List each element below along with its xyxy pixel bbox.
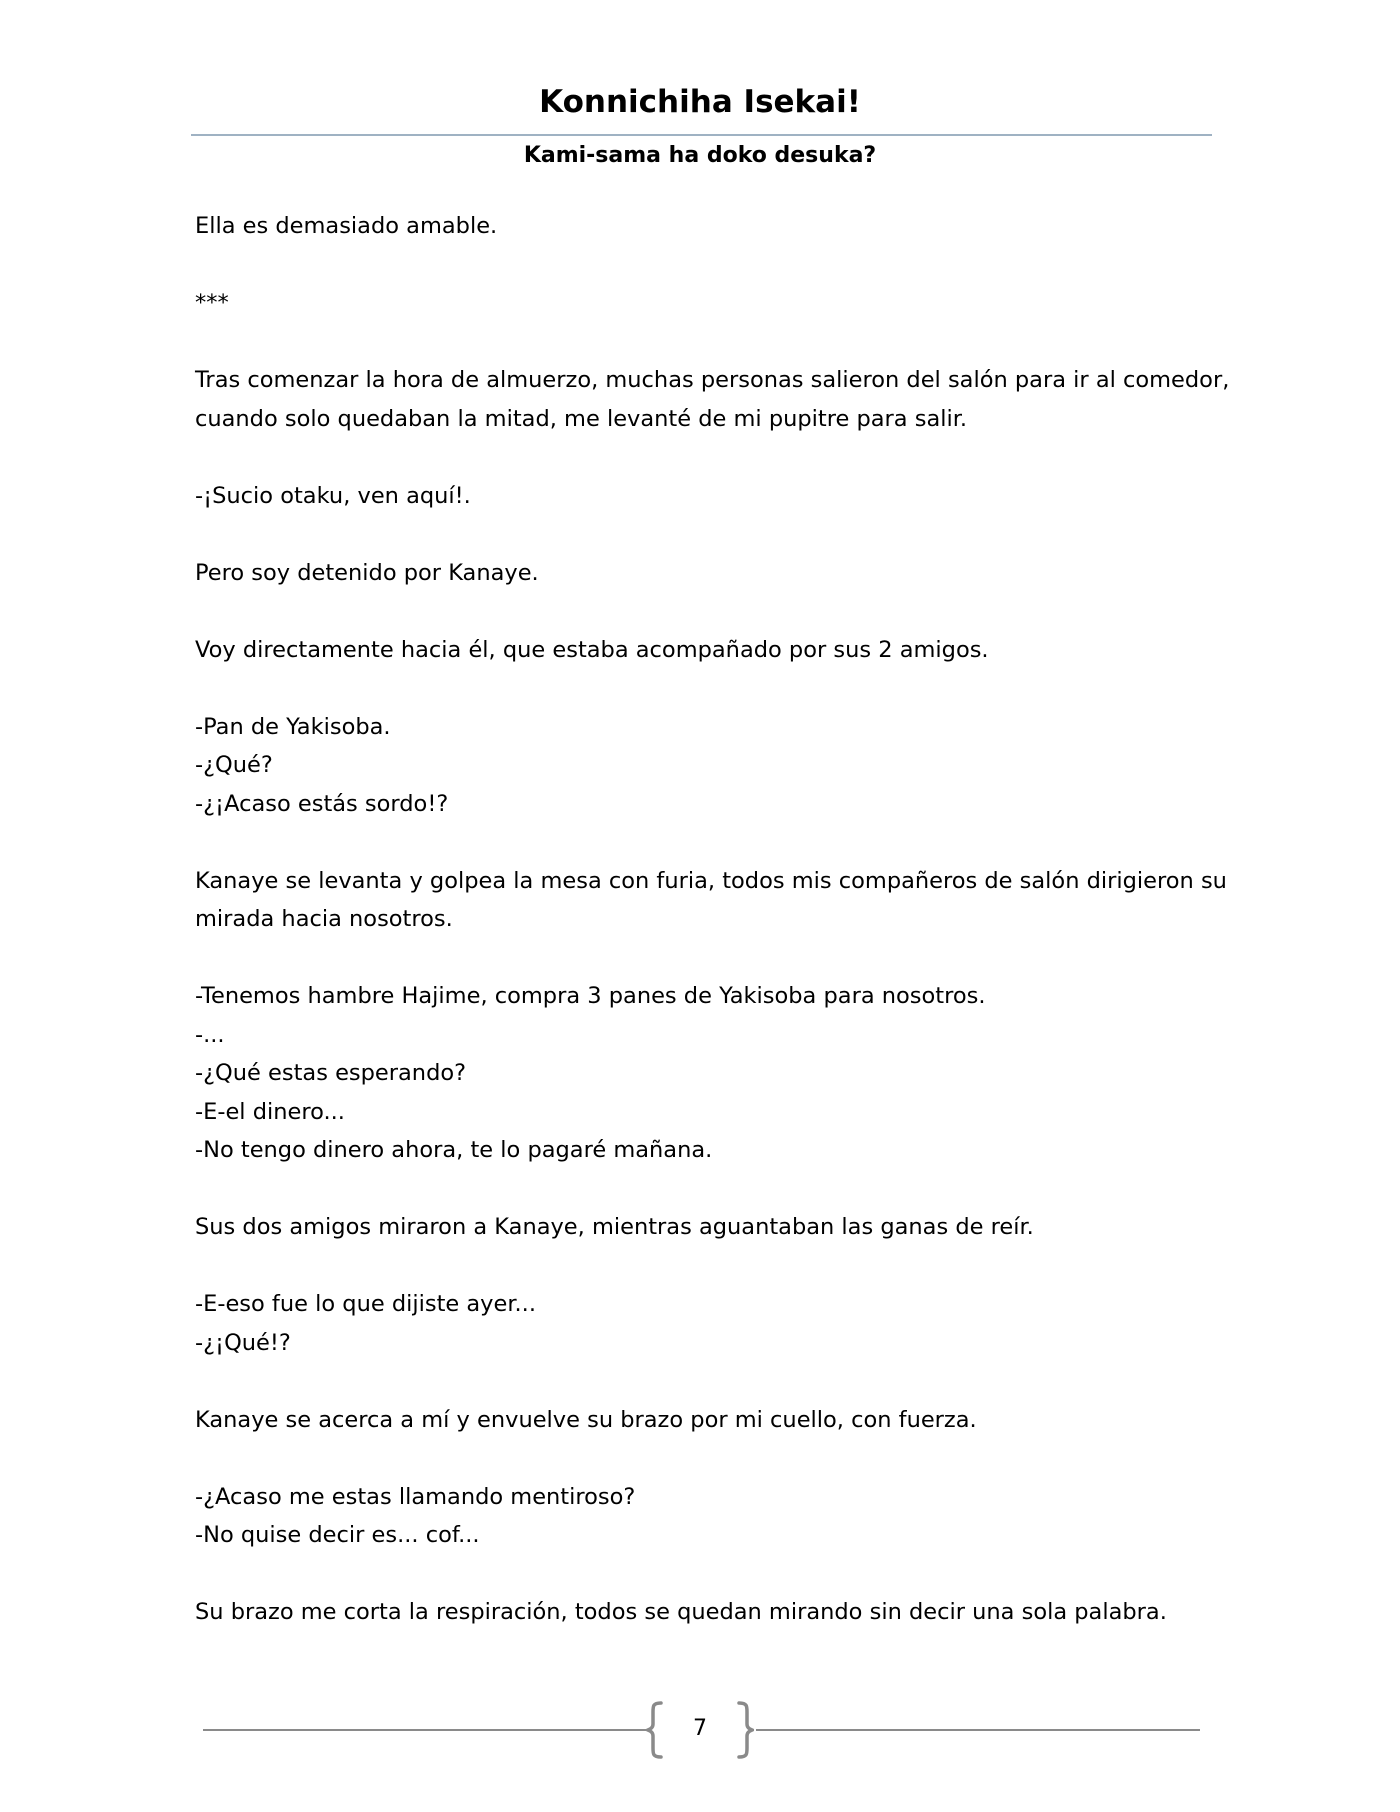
blank-line <box>195 438 1225 477</box>
right-brace-icon <box>736 1700 754 1760</box>
text-line: cuando solo quedaban la mitad, me levanté de mi pupitre para salir. <box>195 405 968 432</box>
blank-line <box>195 1555 1225 1594</box>
page-number: 7 <box>693 1716 707 1741</box>
blank-line <box>195 246 1225 285</box>
blank-line <box>195 1439 1225 1478</box>
text-line: -No quise decir es... cof... <box>195 1522 480 1548</box>
text-line: -¿Qué? <box>195 752 273 778</box>
page-subtitle: Kami-sama ha doko desuka? <box>523 143 877 168</box>
text-line: -¿¡Acaso estás sordo!? <box>195 790 449 817</box>
text-line: Kanaye se acerca a mí y envuelve su brazo por mi cuello, con fuerza. <box>195 1406 977 1433</box>
text-line: -E-eso fue lo que dijiste ayer... <box>195 1291 536 1317</box>
page-footer <box>0 1700 1400 1760</box>
text-line: Pero soy detenido por Kanaye. <box>195 559 539 586</box>
text-line: *** <box>195 290 229 316</box>
text-line: -No tengo dinero ahora, te lo pagaré mañana. <box>195 1137 713 1163</box>
header-divider <box>191 134 1212 136</box>
text-line: Voy directamente hacia él, que estaba acompañado por sus 2 amigos. <box>195 636 989 663</box>
blank-line <box>195 1362 1225 1401</box>
text-line: -¿Acaso me estas llamando mentiroso? <box>195 1483 636 1510</box>
text-line: -Pan de Yakisoba. <box>195 713 391 740</box>
blank-line <box>195 1247 1225 1286</box>
blank-line <box>195 323 1225 362</box>
footer-divider-left <box>203 1729 648 1731</box>
text-line: -E-el dinero... <box>195 1098 345 1125</box>
text-line: Kanaye se levanta y golpea la mesa con furia, todos mis compañeros de salón dirigieron su <box>195 867 1227 894</box>
blank-line <box>195 1170 1225 1209</box>
text-line: Sus dos amigos miraron a Kanaye, mientras aguantaban las ganas de reír. <box>195 1214 1034 1240</box>
text-line: Tras comenzar la hora de almuerzo, muchas personas salieron del salón para ir al comedor, <box>195 367 1230 393</box>
text-line: Ella es demasiado amable. <box>195 213 498 239</box>
text-line: -¿¡Qué!? <box>195 1329 291 1356</box>
text-line: -¿Qué estas esperando? <box>195 1060 467 1086</box>
text-line: -Tenemos hambre Hajime, compra 3 panes de Yakisoba para nosotros. <box>195 983 986 1009</box>
body-text <box>195 207 1230 1632</box>
page-title: Konnichiha Isekai! <box>539 84 861 120</box>
blank-line <box>195 939 1225 978</box>
text-line: mirada hacia nosotros. <box>195 906 453 932</box>
text-line: -¡Sucio otaku, ven aquí!. <box>195 482 471 509</box>
footer-divider-right <box>756 1729 1200 1731</box>
blank-line <box>195 823 1225 862</box>
blank-line <box>195 669 1225 708</box>
text-line: -... <box>195 1021 225 1048</box>
text-line: Su brazo me corta la respiración, todos se quedan mirando sin decir una sola palabra. <box>195 1599 1167 1625</box>
blank-line <box>195 592 1225 631</box>
blank-line <box>195 515 1225 554</box>
